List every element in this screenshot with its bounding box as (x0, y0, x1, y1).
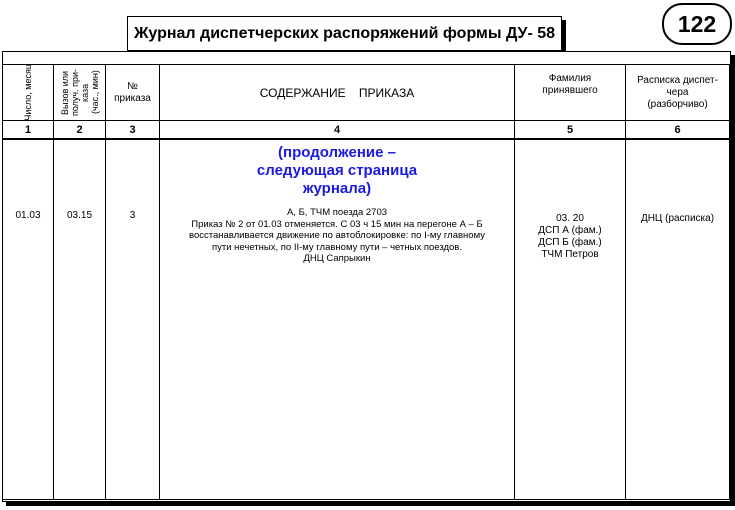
header-call-time-line: получ. при- (69, 68, 80, 117)
header-call-time-line: каза (79, 83, 90, 102)
cell-order-number: 3 (129, 210, 136, 221)
column-number-separator (2, 138, 730, 140)
header-date (3, 65, 53, 120)
order-text-line: Приказ № 2 от 01.03 отменяется. С 03 ч 15 мин на перегоне А – Б (191, 218, 483, 230)
header-order-content: СОДЕРЖАНИЕ ПРИКАЗА (259, 85, 415, 100)
order-text-line: пути нечетных, по II-му главному пути – четных поездов. (211, 241, 462, 253)
header-order-number (106, 65, 159, 120)
column-number: 1 (24, 123, 32, 136)
journal-title: Журнал диспетчерских распоряжений формы ДУ- 58 (127, 16, 562, 51)
column-number: 4 (333, 123, 341, 136)
continuation-note-line: следующая страница (256, 162, 418, 179)
receiver-line: ДСП А (фам.) (538, 225, 602, 236)
header-order-number-line: № (127, 80, 138, 92)
header-order-number-line: приказа (114, 92, 151, 104)
header-date-label: Число, месяц (23, 64, 33, 121)
cell-date: 01.03 (15, 210, 41, 221)
receiver-line: 03. 20 (556, 213, 584, 224)
header-signature-line: чера (666, 86, 689, 98)
header-call-time (54, 65, 105, 120)
header-signature-line: Расписка диспет- (637, 74, 718, 86)
order-text-line: А, Б, ТЧМ поезда 2703 (286, 207, 388, 218)
cell-dispatcher-signature: ДНЦ (расписка) (640, 213, 715, 224)
header-receiver-line: Фамилия (548, 73, 592, 84)
receiver-line: ТЧМ Петров (541, 249, 599, 260)
header-receiver (515, 65, 625, 105)
header-call-time-line: Вызов или (59, 70, 70, 115)
column-number: 5 (566, 123, 574, 136)
column-number: 3 (129, 123, 136, 136)
header-signature-line: (разборчиво) (647, 98, 708, 110)
table-border-right (729, 64, 730, 500)
order-text-line: восстанавливается движение по автоблокировке: по I-му главному (189, 230, 485, 241)
journal-table (2, 64, 730, 500)
header-dispatcher-signature (626, 65, 729, 120)
header-call-time-label (60, 69, 100, 116)
column-number: 2 (76, 123, 83, 136)
page-number-badge: 122 (662, 3, 732, 45)
receiver-line: ДСП Б (фам.) (538, 237, 602, 248)
table-border-bottom (2, 499, 730, 500)
continuation-note-line: журнала) (302, 180, 372, 197)
header-receiver-line: принявшего (542, 85, 598, 96)
cell-call-time: 03.15 (66, 210, 93, 221)
continuation-note (160, 144, 514, 198)
order-text-line: ДНЦ Сапрыкин (303, 253, 371, 264)
header-call-time-line: (час., мин) (89, 70, 100, 115)
order-text (162, 207, 512, 265)
cell-receiver (515, 213, 625, 261)
column-number: 6 (674, 123, 681, 136)
continuation-note-line: (продолжение – (278, 144, 396, 161)
